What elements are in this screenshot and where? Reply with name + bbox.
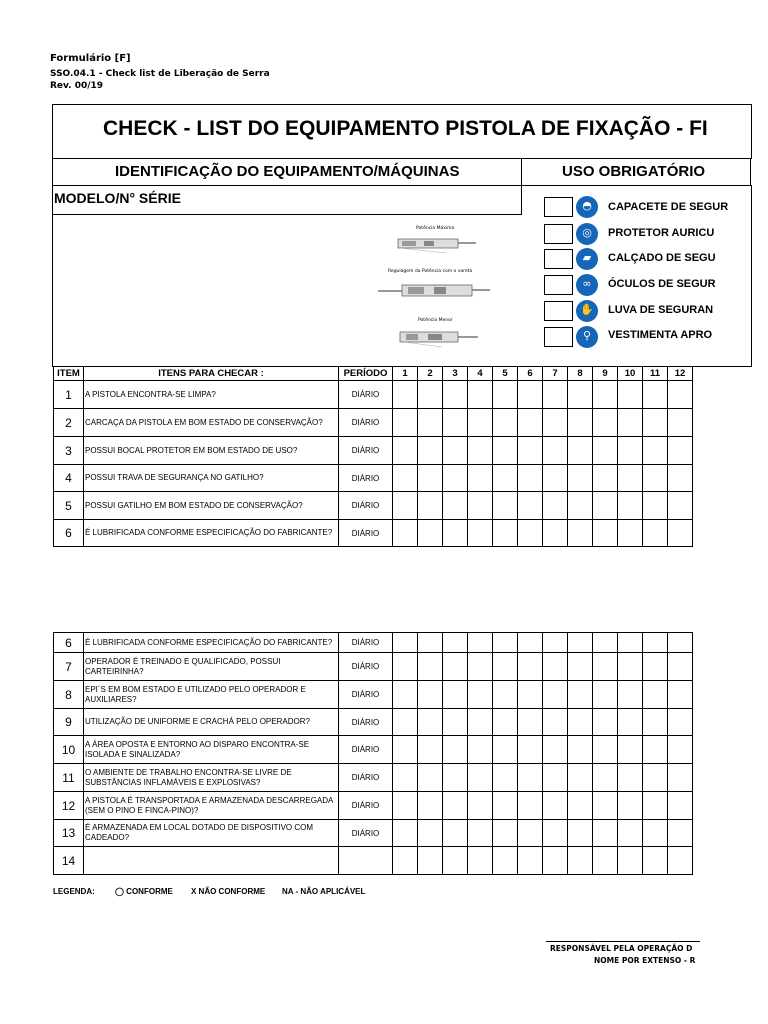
item-period: DIÁRIO (339, 792, 393, 820)
form-code: SSO.04.1 - Check list de Liberação de Serra (50, 69, 270, 79)
header-items: ITENS PARA CHECAR : (84, 367, 339, 381)
item-text: O AMBIENTE DE TRABALHO ENCONTRA-SE LIVRE DE SUBSTÂNCIAS INFLAMÁVEIS E EXPLOSIVAS? (84, 764, 339, 792)
form-type: Formulário [F] (50, 53, 131, 64)
item-text: A ÁREA OPOSTA E ENTORNO AO DISPARO ENCONTRA-SE ISOLADA E SINALIZADA? (84, 736, 339, 764)
item-period: DIÁRIO (339, 633, 393, 653)
ppe-label-ear: PROTETOR AURICU (608, 227, 715, 239)
item-text: POSSUI TRAVA DE SEGURANÇA NO GATILHO? (84, 465, 339, 492)
ppe-label-boot: CALÇADO DE SEGU (608, 252, 716, 264)
item-text: EPI´S EM BOM ESTADO E UTILIZADO PELO OPERADOR E AUXILIARES? (84, 681, 339, 709)
item-text: É LUBRIFICADA CONFORME ESPECIFICAÇÃO DO FABRICANTE? (84, 633, 339, 653)
item-period: DIÁRIO (339, 465, 393, 492)
item-number: 10 (54, 736, 84, 764)
ppe-label-clothing: VESTIMENTA APRO (608, 329, 713, 341)
item-number: 7 (54, 653, 84, 681)
item-number: 6 (54, 633, 84, 653)
glove-icon: ✋ (576, 300, 598, 322)
item-period: DIÁRIO (339, 681, 393, 709)
item-number: 4 (54, 465, 84, 492)
ppe-label-goggles: ÓCULOS DE SEGUR (608, 278, 716, 290)
item-period: DIÁRIO (339, 736, 393, 764)
header-day: 10 (618, 367, 643, 381)
item-text: A PISTOLA É TRANSPORTADA E ARMAZENADA DESCARREGADA (SEM O PINO E FINCA-PINO)? (84, 792, 339, 820)
item-number: 13 (54, 820, 84, 847)
header-period: PERÍODO (339, 367, 393, 381)
header-day: 9 (593, 367, 618, 381)
item-period: DIÁRIO (339, 381, 393, 409)
item-text: É LUBRIFICADA CONFORME ESPECIFICAÇÃO DO FABRICANTE? (84, 520, 339, 547)
header-day: 8 (568, 367, 593, 381)
item-text: UTILIZAÇÃO DE UNIFORME E CRACHÁ PELO OPERADOR? (84, 709, 339, 736)
item-number: 14 (54, 847, 84, 875)
safety-boot-icon: ▰ (576, 248, 598, 270)
item-number: 3 (54, 437, 84, 465)
form-revision: Rev. 00/19 (50, 81, 104, 91)
item-number: 11 (54, 764, 84, 792)
header-day: 5 (493, 367, 518, 381)
signature-line (546, 941, 700, 942)
item-period: DIÁRIO (339, 709, 393, 736)
header-day: 2 (418, 367, 443, 381)
item-text: CARCAÇA DA PISTOLA EM BOM ESTADO DE CONSERVAÇÃO? (84, 409, 339, 437)
header-day: 6 (518, 367, 543, 381)
item-number: 5 (54, 492, 84, 520)
item-number: 1 (54, 381, 84, 409)
legend-label: LEGENDA: (53, 887, 95, 896)
item-period: DIÁRIO (339, 437, 393, 465)
diagram-label-reg: Regulagem da Potência com o vareta (388, 269, 473, 274)
ear-protector-icon: ◎ (576, 223, 598, 245)
goggles-icon: ∞ (576, 274, 598, 296)
item-period: DIÁRIO (339, 492, 393, 520)
item-number: 8 (54, 681, 84, 709)
page-title: CHECK - LIST DO EQUIPAMENTO PISTOLA DE FIXAÇÃO - FI (103, 117, 708, 140)
item-period: DIÁRIO (339, 409, 393, 437)
header-day: 4 (468, 367, 493, 381)
item-text: POSSUI BOCAL PROTETOR EM BOM ESTADO DE USO? (84, 437, 339, 465)
item-number: 2 (54, 409, 84, 437)
ppe-title: USO OBRIGATÓRIO (562, 163, 706, 180)
item-text: OPERADOR É TREINADO E QUALIFICADO, POSSUI CARTEIRINHA? (84, 653, 339, 681)
item-period: DIÁRIO (339, 520, 393, 547)
ppe-label-glove: LUVA DE SEGURAN (608, 304, 714, 316)
item-text: É ARMAZENADA EM LOCAL DOTADO DE DISPOSITIVO COM CADEADO? (84, 820, 339, 847)
item-number: 9 (54, 709, 84, 736)
item-number: 6 (54, 520, 84, 547)
legend-nonconform: X NÃO CONFORME (191, 887, 266, 896)
header-day: 3 (443, 367, 468, 381)
model-label: MODELO/N° SÉRIE (54, 190, 181, 206)
header-day: 7 (543, 367, 568, 381)
diagram-label-max: Potência Máxima (416, 226, 455, 231)
item-period: DIÁRIO (339, 653, 393, 681)
item-period: DIÁRIO (339, 820, 393, 847)
item-number: 12 (54, 792, 84, 820)
legend-na: NA - NÃO APLICÁVEL (282, 887, 366, 896)
item-text: A PISTOLA ENCONTRA-SE LIMPA? (84, 381, 339, 409)
header-day: 11 (643, 367, 668, 381)
signature-role: RESPONSÁVEL PELA OPERAÇÃO D (550, 944, 693, 953)
legend-conform: ◯ CONFORME (115, 887, 173, 896)
helmet-icon: ◓ (576, 196, 598, 218)
identification-title: IDENTIFICAÇÃO DO EQUIPAMENTO/MÁQUINAS (115, 163, 460, 180)
diagram-label-min: Potência Menor (418, 318, 453, 323)
item-text: POSSUI GATILHO EM BOM ESTADO DE CONSERVAÇÃO? (84, 492, 339, 520)
header-item: ITEM (54, 367, 84, 381)
header-day: 1 (393, 367, 418, 381)
ppe-label-helmet: CAPACETE DE SEGUR (608, 201, 729, 213)
signature-block (540, 936, 700, 976)
item-period: DIÁRIO (339, 764, 393, 792)
signature-name: NOME POR EXTENSO - R (594, 956, 696, 965)
header-day: 12 (668, 367, 693, 381)
clothing-icon: ⚲ (576, 326, 598, 348)
